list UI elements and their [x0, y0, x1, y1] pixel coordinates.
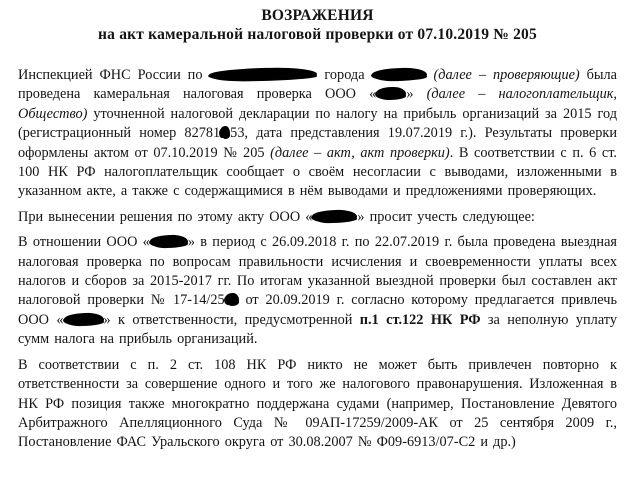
text-segment: (далее – проверяющие)	[433, 67, 580, 83]
text-segment: (далее – налогоплательщик, Общество)	[18, 86, 617, 122]
paragraph	[18, 66, 617, 202]
redaction-mark	[225, 293, 239, 305]
text-segment: . В соответствии с п. 6 ст. 100 НК РФ налогоплательщик сообщает о своём несогласии с выводами, изложенными в указанном акте, а также с содержащимися в нём выводами и предложениями проверяющих.	[18, 144, 617, 200]
paragraph	[18, 356, 617, 453]
text-segment: Инспекцией ФНС России по	[18, 67, 210, 83]
text-segment: 53, дата представления 19.07.2019 г.). Результаты проверки оформлены актом от 07.10.2019 № 205	[18, 125, 617, 161]
text-segment: была проведена камеральная налоговая проверка ООО «	[18, 67, 618, 103]
document-title	[18, 7, 617, 44]
redaction-mark	[312, 209, 357, 222]
text-segment: При вынесении решения по этому акту ООО «	[18, 208, 313, 225]
title-line-2: на акт камеральной налоговой проверки от 07.10.2019 № 205	[98, 25, 537, 43]
redaction-mark	[150, 235, 188, 248]
text-segment: »	[406, 86, 427, 103]
redaction-mark	[371, 67, 426, 80]
redaction-mark	[63, 312, 103, 325]
document-body	[18, 66, 617, 453]
text-segment: от 20.09.2019 г. согласно которому предлагается привлечь ООО «	[18, 292, 617, 328]
text-segment: » в период с 26.09.2018 г. по 22.07.2019 г. была проведена выездная налоговая проверка по вопросам правильности исчисления и своевременности уплаты всех налогов и сборов за 2015-2017 гг. По итогам указанной выездной проверки был составлен акт налоговой проверки № 17-14/25	[18, 234, 617, 309]
text-segment: » просит учесть следующее:	[357, 208, 535, 225]
text-segment: » к ответственности, предусмотренной	[103, 311, 360, 328]
redaction-mark	[220, 126, 230, 138]
paragraph	[18, 208, 617, 227]
text-segment: (далее – акт, акт проверки)	[270, 144, 450, 161]
text-segment: за неполную уплату сумм налога на прибыль организаций.	[18, 311, 617, 348]
text-segment: уточненной налоговой декларации по налогу на прибыль организаций за 2015 год (регистрационный номер 82781	[18, 105, 617, 142]
redaction-mark	[376, 87, 406, 100]
text-segment: В отношении ООО «	[18, 234, 150, 251]
text-segment: города	[317, 67, 372, 83]
redaction-mark	[209, 67, 317, 81]
text-segment: п.1 ст.122 НК РФ	[359, 311, 481, 328]
title-line-1: ВОЗРАЖЕНИЯ	[261, 7, 374, 24]
text-segment: В соответствии с п. 2 ст. 108 НК РФ никто не может быть привлечен повторно к ответственности за совершение одного и того же налогового правонарушения. Изложенная в НК РФ позиция также многократно поддержана судами (например, Постановление Девятого Арбитражного Апелляционного Суда № 09АП-17259/2009-АК от 25 сентября 2009 г., Постановление ФАС Уральского округа от 30.08.2007 № Ф09-6913/07-С2 и др.)	[18, 356, 617, 451]
paragraph	[18, 233, 617, 349]
